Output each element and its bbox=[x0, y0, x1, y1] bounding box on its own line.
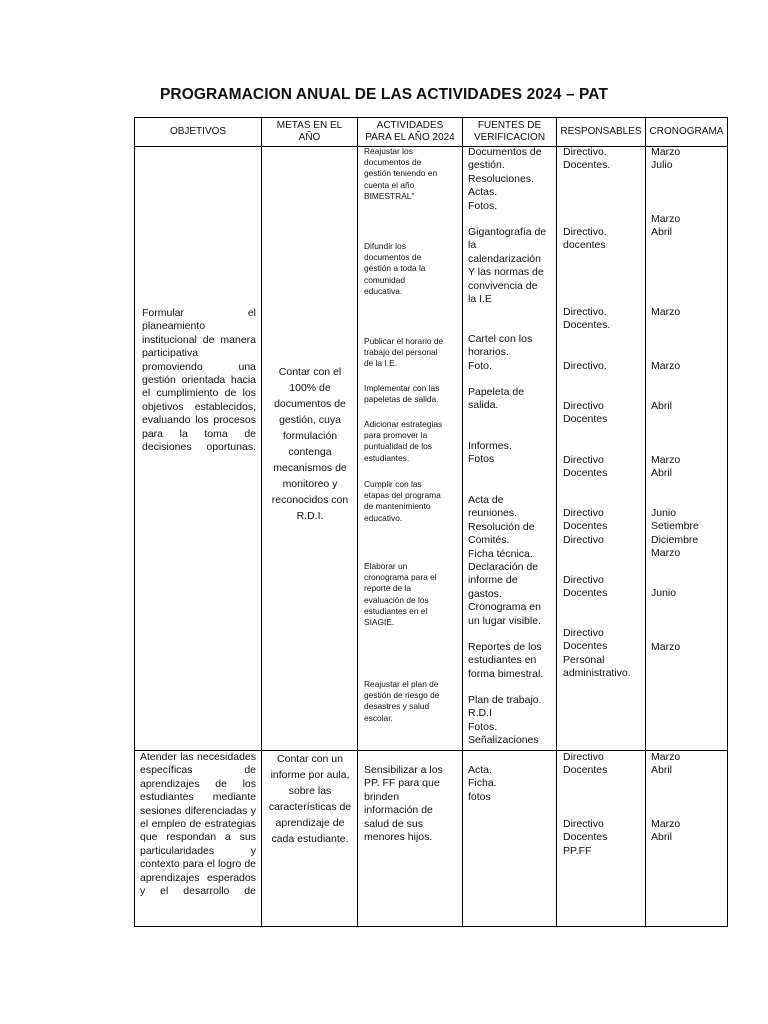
header-objetivos: OBJETIVOS bbox=[169, 126, 227, 137]
row1-fuente: Cartel con los horarios. Foto. bbox=[468, 333, 533, 372]
row1-actividad: Reajustar los documentos de gestión teniendo en cuenta el año BIMESTRAL" bbox=[364, 146, 438, 201]
col-border bbox=[556, 117, 557, 927]
col-border bbox=[134, 117, 135, 927]
row1-actividad: Adicionar estrategias para promover la puntualidad de los estudiantes. bbox=[364, 419, 443, 463]
row1-fuente: Plan de trabajo. R.D.I Fotos. Señalizaciones bbox=[468, 694, 542, 747]
col-border bbox=[462, 117, 463, 927]
row1-fuente: Reportes de los estudiantes en forma bimestral. bbox=[468, 641, 544, 680]
row1-cronograma: Junio Setiembre Diciembre Marzo bbox=[651, 507, 699, 560]
col-border bbox=[261, 117, 262, 927]
header-cronograma: CRONOGRAMA bbox=[649, 126, 724, 137]
row1-actividad: Reajustar el plan de gestión de riesgo de desastres y salud escolar. bbox=[364, 679, 440, 723]
row1-objetivo: Formular el planeamiento institucional de manera participativa promoviendo una gestión orientada hacia el cumplimiento de los objetivos establecidos, evaluando los procesos para la toma de decisiones oportunas. bbox=[142, 307, 256, 454]
row1-fuente: Papeleta de salida. bbox=[468, 386, 525, 412]
row1-responsable: Directivo Docentes bbox=[563, 574, 608, 600]
row1-cronograma: Marzo bbox=[651, 306, 681, 318]
page-title: PROGRAMACION ANUAL DE LAS ACTIVIDADES 2024 – PAT bbox=[159, 86, 609, 103]
row2-responsable: Directivo Docentes PP.FF bbox=[563, 818, 608, 857]
row1-cronograma: Marzo Abril bbox=[651, 454, 681, 480]
header-fuentes: FUENTES DE VERIFICACION bbox=[473, 120, 546, 143]
row1-meta: Contar con el 100% de documentos de gestión, cuya formulación contenga mecanismos de monitoreo y reconocidos con R.D.I. bbox=[271, 366, 349, 522]
row1-responsable: Directivo Docentes Directivo bbox=[563, 507, 608, 546]
row1-responsable: Directivo Docentes Personal administrativo. bbox=[563, 627, 631, 680]
row1-cronograma: Marzo bbox=[651, 641, 681, 653]
row1-fuente: Informes. Fotos bbox=[468, 440, 512, 466]
row1-fuente: Gigantografía de la calendarización Y las normas de convivencia de la I.E bbox=[468, 226, 547, 306]
row1-actividad: Publicar el horario de trabajo del personal de la I.E. bbox=[364, 336, 444, 369]
row2-cronograma: Marzo Abril bbox=[651, 751, 681, 777]
row1-cronograma: Marzo Abril bbox=[651, 213, 681, 239]
col-border bbox=[357, 117, 358, 927]
row2-meta: Contar con un informe por aula, sobre las características de aprendizaje de cada estudiante. bbox=[268, 753, 352, 845]
row2-objetivo: Atender las necesidades específicas de aprendizajes de los estudiantes mediante sesiones diferenciadas y el empleo de estrategias que respondan a sus particularidades y contexto para el logro de aprendizajes esperados y el desarrollo de bbox=[140, 751, 256, 898]
header-responsables: RESPONSABLES bbox=[560, 126, 642, 137]
row1-responsable: Directivo. bbox=[563, 360, 607, 372]
row1-actividad: Difundir los documentos de gestión a toda la comunidad educativa. bbox=[364, 241, 426, 296]
row2-actividad: Sensibilizar a los PP. FF para que brinden información de salud de sus menores hijos. bbox=[364, 764, 443, 844]
row1-responsable: Directivo. Docentes. bbox=[563, 306, 611, 332]
row2-fuente: Acta. Ficha. fotos bbox=[468, 764, 497, 803]
row1-responsable: Directivo Docentes bbox=[563, 454, 608, 480]
header-metas: METAS EN EL AÑO bbox=[276, 120, 343, 143]
row1-fuente: Documentos de gestión. Resoluciones. Actas. Fotos. bbox=[468, 146, 542, 212]
col-border bbox=[727, 117, 728, 927]
header-actividades: ACTIVIDADES PARA EL AÑO 2024 bbox=[365, 120, 455, 143]
row1-actividad: Implementar con las papeletas de salida. bbox=[364, 383, 440, 405]
row1-responsable: Directivo Docentes bbox=[563, 400, 608, 426]
row2-responsable: Directivo Docentes bbox=[563, 751, 608, 777]
row1-cronograma: Junio bbox=[651, 587, 677, 599]
row1-actividad: Cumplir con las etapas del programa de mantenimiento educativo. bbox=[364, 479, 441, 523]
row1-actividad: Elaborar un cronograma para el reporte de la evaluación de los estudiantes en el SIAGIE. bbox=[364, 561, 437, 628]
row1-fuente: Acta de reuniones. Resolución de Comités. Ficha técnica. Declaración de informe de gastos. Cronograma en un lugar visible. bbox=[468, 494, 541, 627]
row1-cronograma: Marzo bbox=[651, 360, 681, 372]
row2-cronograma: Marzo Abril bbox=[651, 818, 681, 844]
col-border bbox=[645, 117, 646, 927]
row1-cronograma: Abril bbox=[651, 400, 673, 412]
table-border-bottom bbox=[134, 926, 728, 927]
row1-responsable: Directivo. Docentes. bbox=[563, 146, 611, 172]
row1-cronograma: Marzo Julio bbox=[651, 146, 681, 172]
row1-responsable: Directivo. docentes bbox=[563, 226, 607, 252]
